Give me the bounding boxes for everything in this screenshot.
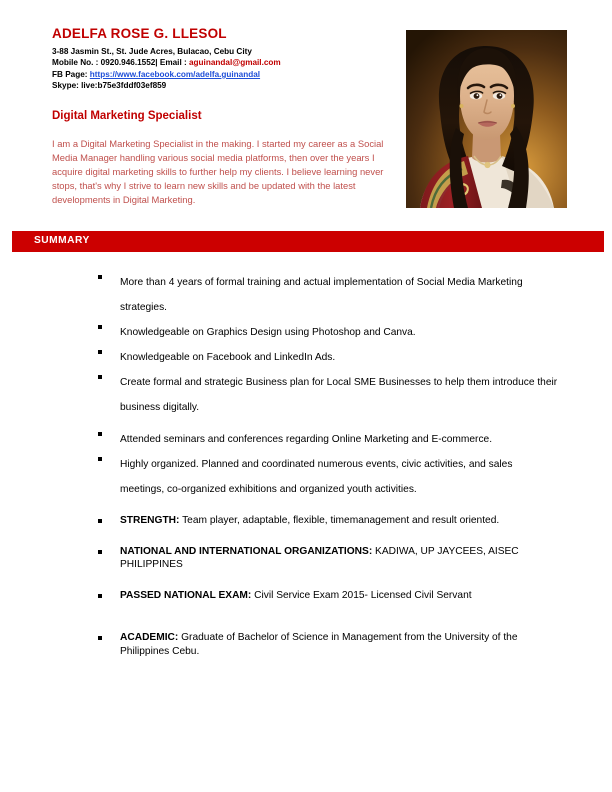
spacer — [98, 502, 558, 514]
list-item — [98, 345, 558, 370]
facebook-line — [52, 69, 397, 80]
list-item-label: STRENGTH: — [120, 515, 180, 526]
bullet-square-icon — [98, 320, 120, 329]
spacer — [98, 619, 558, 631]
contact-details — [52, 46, 397, 92]
resume-header — [0, 0, 612, 228]
facebook-label: FB Page: — [52, 69, 90, 79]
list-item — [98, 270, 558, 320]
list-item-text: Knowledgeable on Facebook and LinkedIn Ads. — [120, 352, 336, 363]
mobile-label: Mobile No. : 0920.946.1552| Email : — [52, 58, 189, 68]
list-item — [98, 545, 558, 572]
list-item — [98, 514, 558, 528]
skype-line: Skype: live:b75e3fddf03ef859 — [52, 81, 167, 91]
bullet-square-icon — [98, 589, 120, 598]
address-line — [52, 46, 397, 57]
list-item — [98, 589, 558, 603]
list-item-text: NATIONAL AND INTERNATIONAL ORGANIZATIONS: KADIWA, UP JAYCEES, AISEC PHILIPPINES — [120, 545, 519, 570]
spacer — [98, 602, 558, 619]
list-item-text: STRENGTH: Team player, adaptable, flexible, timemanagement and result oriented. — [120, 515, 500, 526]
bullet-square-icon — [98, 452, 120, 461]
bullet-square-icon — [98, 545, 120, 554]
list-item-text: ACADEMIC: Graduate of Bachelor of Science in Management from the University of the Philippines Cebu. — [120, 632, 518, 657]
address-text: 3-88 Jasmin St., St. Jude Acres, Bulacao, Cebu City — [52, 47, 252, 56]
list-item-text: Attended seminars and conferences regarding Online Marketing and E-commerce. — [120, 434, 493, 445]
spacer — [98, 420, 558, 427]
bullet-square-icon — [98, 427, 120, 436]
bullet-square-icon — [98, 345, 120, 354]
candidate-photo — [406, 30, 567, 208]
list-item-text: Create formal and strategic Business plan for Local SME Businesses to help them introduce their business digitally. — [120, 377, 558, 413]
list-item-text: More than 4 years of formal training and actual implementation of Social Media Marketing strategies. — [120, 277, 523, 313]
list-item-label: ACADEMIC: — [120, 632, 179, 643]
facebook-link[interactable]: https://www.facebook.com/adelfa.guinandal — [89, 69, 261, 79]
profile-summary-paragraph: I am a Digital Marketing Specialist in the making. I started my career as a Social Media Manager handling various social media platforms, then over the years I acquire digital marketing skills to further help my clients. I believe learning never stops, that's why I strive to learn new skills and be updated with the latest developments in Digital Marketing. — [52, 137, 384, 206]
section-title-summary: SUMMARY — [34, 235, 90, 246]
list-item-text: Highly organized. Planned and coordinated numerous events, civic activities, and sales meetings, co-organized exhibitions and organized youth activities. — [120, 459, 513, 495]
list-item — [98, 370, 558, 420]
header-text-block — [52, 26, 397, 208]
list-item-text: PASSED NATIONAL EXAM: Civil Service Exam 2015- Licensed Civil Servant — [120, 589, 472, 601]
section-bar-summary — [12, 231, 604, 252]
list-item — [98, 631, 558, 658]
bullet-square-icon — [98, 514, 120, 523]
spacer — [98, 572, 558, 589]
summary-bullet-list — [98, 270, 558, 658]
portrait-photo-icon — [406, 30, 567, 208]
list-item — [98, 452, 558, 502]
email-link[interactable]: aguinandal@gmail.com — [189, 58, 281, 68]
candidate-name: ADELFA ROSE G. LLESOL — [52, 26, 227, 41]
list-item-label: PASSED NATIONAL EXAM: — [120, 589, 252, 601]
bullet-square-icon — [98, 270, 120, 279]
bullet-square-icon — [98, 631, 120, 640]
list-item-text: Knowledgeable on Graphics Design using Photoshop and Canva. — [120, 327, 416, 338]
bullet-square-icon — [98, 370, 120, 379]
job-title: Digital Marketing Specialist — [52, 109, 202, 122]
list-item — [98, 427, 558, 452]
list-item-label: NATIONAL AND INTERNATIONAL ORGANIZATIONS: — [120, 545, 373, 557]
mobile-email-line — [52, 57, 397, 68]
spacer — [98, 528, 558, 545]
list-item — [98, 320, 558, 345]
